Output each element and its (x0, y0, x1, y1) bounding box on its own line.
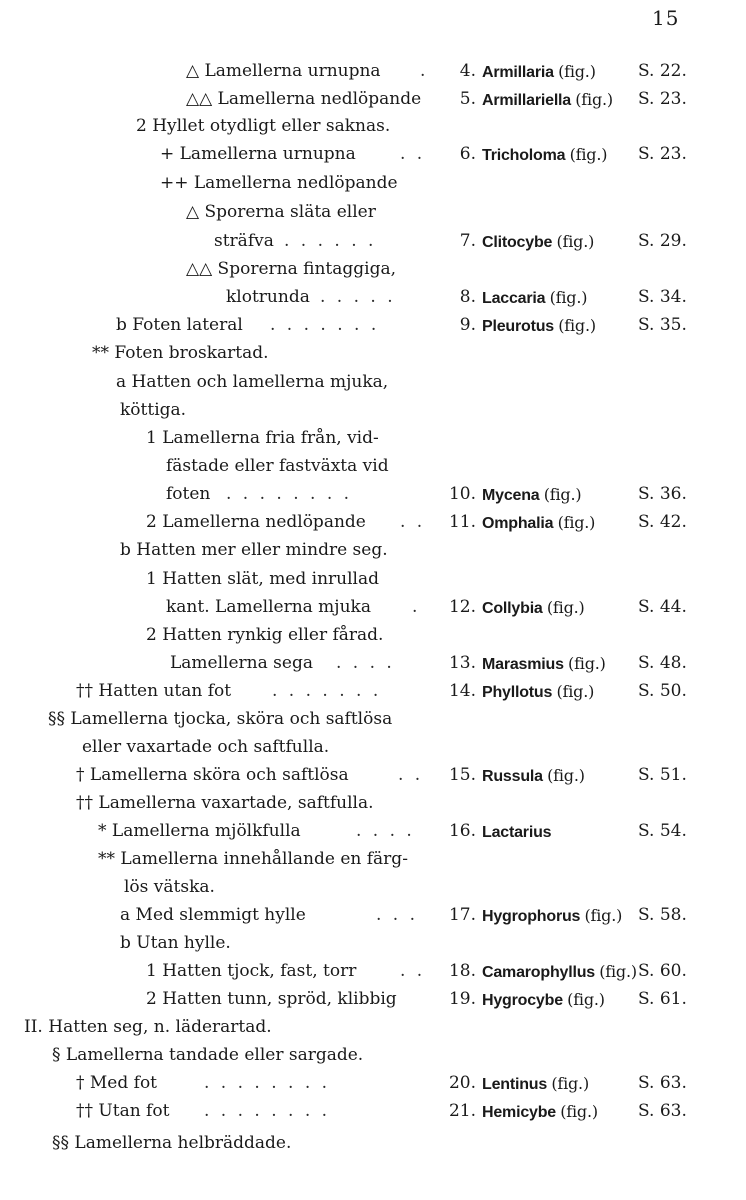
entry-text: 2 Hyllet otydligt eller saknas. (136, 116, 391, 136)
entry-leader: . . (400, 961, 426, 981)
key-entry (0, 256, 746, 283)
key-entry (0, 650, 746, 677)
key-entry (0, 369, 746, 396)
entry-text: †† Utan fot (76, 1101, 170, 1121)
entry-number: 21. (448, 1101, 476, 1121)
genus-name: Phyllotus (fig.) (482, 682, 595, 701)
genus-name: Hemicybe (fig.) (482, 1102, 598, 1121)
page-reference: S. 60. (638, 961, 687, 981)
entry-number: 17. (448, 905, 476, 925)
key-entry (0, 86, 746, 113)
entry-leader: . . . . . . . (272, 681, 382, 701)
entry-number: 20. (448, 1073, 476, 1093)
page-reference: S. 23. (638, 89, 687, 109)
key-entry (0, 58, 746, 85)
key-entry (0, 846, 746, 873)
key-entry (0, 397, 746, 424)
entry-text: a Med slemmigt hylle (120, 905, 306, 925)
page-reference: S. 34. (638, 287, 687, 307)
key-entry (0, 762, 746, 789)
entry-leader: . . (400, 144, 426, 164)
entry-text: 2 Lamellerna nedlöpande (146, 512, 366, 532)
page-reference: S. 44. (638, 597, 687, 617)
key-entry (0, 986, 746, 1013)
entry-text: §§ Lamellerna tjocka, sköra och saftlösa (48, 709, 393, 729)
entry-text: b Utan hylle. (120, 933, 231, 953)
entry-text: 1 Lamellerna fria från, vid- (146, 428, 379, 448)
entry-text: †† Hatten utan fot (76, 681, 232, 701)
entry-text: ** Lamellerna innehållande en färg- (98, 849, 408, 869)
entry-leader: . (412, 597, 421, 617)
genus-name: Lentinus (fig.) (482, 1074, 589, 1093)
entry-number: 15. (448, 765, 476, 785)
entry-leader: . . . . (336, 653, 395, 673)
entry-text: eller vaxartade och saftfulla. (82, 737, 330, 757)
entry-text: §§ Lamellerna helbräddade. (52, 1133, 292, 1153)
entry-text: * Lamellerna mjölkfulla (98, 821, 301, 841)
entry-text: lös vätska. (124, 877, 215, 897)
key-entry (0, 930, 746, 957)
entry-number: 10. (448, 484, 476, 504)
key-entry (0, 1070, 746, 1097)
page-reference: S. 36. (638, 484, 687, 504)
entry-number: 11. (448, 512, 476, 532)
entry-text: ++ Lamellerna nedlöpande (160, 173, 398, 193)
key-entry (0, 453, 746, 480)
entry-text: 2 Hatten tunn, spröd, klibbig (146, 989, 397, 1009)
page-reference: S. 35. (638, 315, 687, 335)
entry-number: 16. (448, 821, 476, 841)
page-reference: S. 51. (638, 765, 687, 785)
entry-text: 1 Hatten slät, med inrullad (146, 569, 380, 589)
entry-text: kant. Lamellerna mjuka (166, 597, 371, 617)
genus-name: Laccaria (fig.) (482, 288, 588, 307)
entry-leader: . . (400, 512, 426, 532)
page-reference: S. 58. (638, 905, 687, 925)
entry-text: † Med fot (76, 1073, 158, 1093)
entry-text: fästade eller fastväxta vid (166, 456, 389, 476)
entry-number: 13. (448, 653, 476, 673)
entry-text: Lamellerna sega (170, 653, 313, 673)
key-entry (0, 818, 746, 845)
genus-name: Clitocybe (fig.) (482, 232, 595, 251)
page-reference: S. 54. (638, 821, 687, 841)
entry-leader: . (420, 61, 429, 81)
entry-text: △ Sporerna släta eller (186, 202, 376, 222)
key-entry (0, 537, 746, 564)
entry-leader: . . . . . . . . (204, 1073, 331, 1093)
entry-number: 4. (459, 61, 476, 81)
genus-name: Hygrocybe (fig.) (482, 990, 605, 1009)
entry-leader: . . . (376, 905, 419, 925)
genus-name: Camarophyllus (fig.) (482, 962, 637, 981)
entry-leader: . . . . . . . . (226, 484, 353, 504)
entry-text: foten (166, 484, 211, 504)
entry-number: 12. (448, 597, 476, 617)
genus-name: Marasmius (fig.) (482, 654, 606, 673)
key-entry (0, 199, 746, 226)
page-reference: S. 63. (638, 1073, 687, 1093)
key-entry (0, 734, 746, 761)
entry-text: 1 Hatten tjock, fast, torr (146, 961, 357, 981)
entry-text: § Lamellerna tandade eller sargade. (52, 1045, 364, 1065)
entry-text: b Foten lateral (116, 315, 243, 335)
genus-name: Armillaria (fig.) (482, 62, 596, 81)
entry-leader: . . . . . . (284, 231, 377, 251)
entry-text: klotrunda (226, 287, 310, 307)
genus-name: Lactarius (482, 824, 552, 841)
key-entry (0, 312, 746, 339)
key-entry (0, 1042, 746, 1069)
key-entry (0, 509, 746, 536)
key-entry (0, 113, 746, 140)
page-reference: S. 23. (638, 144, 687, 164)
entry-text: △△ Lamellerna nedlöpande (186, 89, 422, 109)
page-reference: S. 29. (638, 231, 687, 251)
entry-text: †† Lamellerna vaxartade, saftfulla. (76, 793, 374, 813)
entry-leader: . . . . . (320, 287, 396, 307)
page-reference: S. 42. (638, 512, 687, 532)
key-entry (0, 481, 746, 508)
entry-text: ** Foten broskartad. (92, 343, 269, 363)
key-entry (0, 425, 746, 452)
key-entry (0, 228, 746, 255)
entry-leader: . . . . . . . . (204, 1101, 331, 1121)
key-entry (0, 622, 746, 649)
key-entry (0, 958, 746, 985)
key-entry (0, 790, 746, 817)
entry-number: 9. (459, 315, 476, 335)
entry-number: 14. (448, 681, 476, 701)
entry-number: 18. (448, 961, 476, 981)
genus-name: Collybia (fig.) (482, 598, 585, 617)
entry-number: 6. (459, 144, 476, 164)
key-entry (0, 170, 746, 197)
key-entry (0, 284, 746, 311)
page-reference: S. 48. (638, 653, 687, 673)
page-reference: S. 61. (638, 989, 687, 1009)
key-entry (0, 678, 746, 705)
entry-text: △△ Sporerna fintaggiga, (186, 259, 396, 279)
entry-number: 5. (459, 89, 476, 109)
entry-number: 7. (459, 231, 476, 251)
entry-text: 2 Hatten rynkig eller fårad. (146, 625, 384, 645)
genus-name: Tricholoma (fig.) (482, 145, 608, 164)
genus-name: Pleurotus (fig.) (482, 316, 596, 335)
entry-text: △ Lamellerna urnupna (186, 61, 381, 81)
genus-name: Mycena (fig.) (482, 485, 582, 504)
key-entry (0, 1014, 746, 1041)
page-number: 15 (652, 6, 680, 30)
entry-leader: . . (398, 765, 424, 785)
entry-number: 19. (448, 989, 476, 1009)
entry-text: b Hatten mer eller mindre seg. (120, 540, 388, 560)
genus-name: Russula (fig.) (482, 766, 585, 785)
key-entry (0, 566, 746, 593)
entry-leader: . . . . . . . (270, 315, 380, 335)
key-entry (0, 902, 746, 929)
genus-name: Armillariella (fig.) (482, 90, 613, 109)
page-reference: S. 22. (638, 61, 687, 81)
entry-text: II. Hatten seg, n. läderartad. (24, 1017, 272, 1037)
genus-name: Hygrophorus (fig.) (482, 906, 623, 925)
key-entry (0, 706, 746, 733)
key-entry (0, 1098, 746, 1125)
entry-text: a Hatten och lamellerna mjuka, (116, 372, 389, 392)
entry-text: † Lamellerna sköra och saftlösa (76, 765, 349, 785)
entry-leader: . . . . (356, 821, 415, 841)
genus-name: Omphalia (fig.) (482, 513, 596, 532)
key-entry (0, 594, 746, 621)
entry-number: 8. (459, 287, 476, 307)
entry-text: köttiga. (120, 400, 187, 420)
page-reference: S. 50. (638, 681, 687, 701)
key-entry (0, 340, 746, 367)
key-entry (0, 1130, 746, 1157)
entry-text: + Lamellerna urnupna (160, 144, 356, 164)
entry-text: sträfva (214, 231, 274, 251)
page-reference: S. 63. (638, 1101, 687, 1121)
key-entry (0, 874, 746, 901)
key-entry (0, 141, 746, 168)
